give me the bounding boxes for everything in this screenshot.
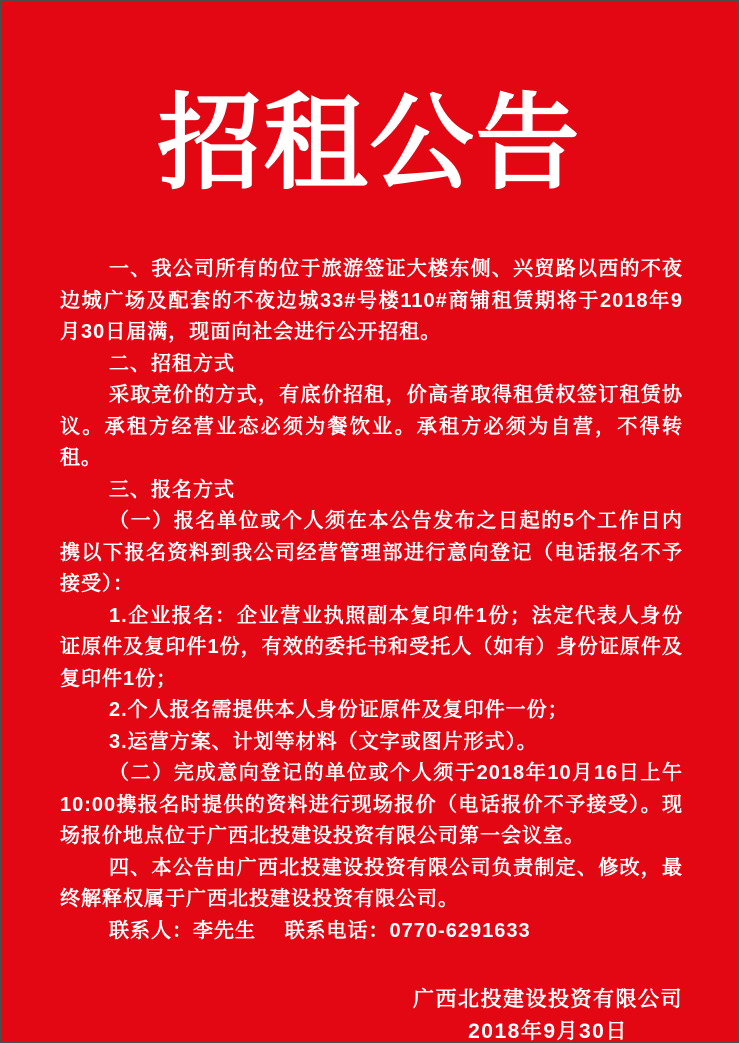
signature-company: 广西北投建设投资有限公司 [413, 988, 683, 1011]
contact-line [60, 916, 683, 948]
paragraph-section-4: 四、本公告由广西北投建设投资有限公司负责制定、修改，最终解释权属于广西北投建设投资有限公司。 [60, 856, 683, 910]
poster-title: 招租公告 [157, 81, 582, 204]
signature-date: 2018年9月30日 [468, 1020, 628, 1043]
signature-block [2, 984, 737, 1043]
paragraph-personal-apply: 2.个人报名需提供本人身份证原件及复印件一份； [109, 699, 569, 721]
heading-section-3: 三、报名方式 [109, 478, 235, 501]
paragraph-operation-plan: 3.运营方案、计划等材料（文字或图片形式）。 [109, 730, 538, 753]
paragraph-section-1: 一、我公司所有的位于旅游签证大楼东侧、兴贸路以西的不夜边城广场及配套的不夜边城33#号楼110#商铺租赁期将于2018年9月30日届满，现面向社会进行公开招租。 [60, 258, 683, 343]
contact-person: 联系人：李先生 [109, 919, 256, 942]
paragraph-registration: （一）报名单位或个人须在本公告发布之日起的5个工作日内携以下报名资料到我公司经营管理部进行意向登记（电话报名不予接受）： [60, 510, 683, 595]
paragraph-method: 采取竞价的方式，有底价招租，价高者取得租赁权签订租赁协议。承租方经营业态必须为餐饮业。承租方必须为自营，不得转租。 [60, 384, 683, 469]
heading-section-2: 二、招租方式 [109, 352, 235, 375]
poster-body [2, 204, 737, 947]
signature-inner [413, 984, 683, 1043]
paragraph-company-apply: 1.企业报名：企业营业执照副本复印件1份；法定代表人身份证原件及复印件1份，有效的委托书和受托人（如有）身份证原件及复印件1份； [60, 604, 683, 690]
paragraph-bidding: （二）完成意向登记的单位或个人须于2018年10月16日上午10:00携报名时提供的资料进行现场报价（电话报价不予接受）。现场报价地点位于广西北投建设投资有限公司第一会议室。 [60, 762, 683, 847]
contact-phone: 联系电话：0770-6291633 [284, 919, 531, 942]
